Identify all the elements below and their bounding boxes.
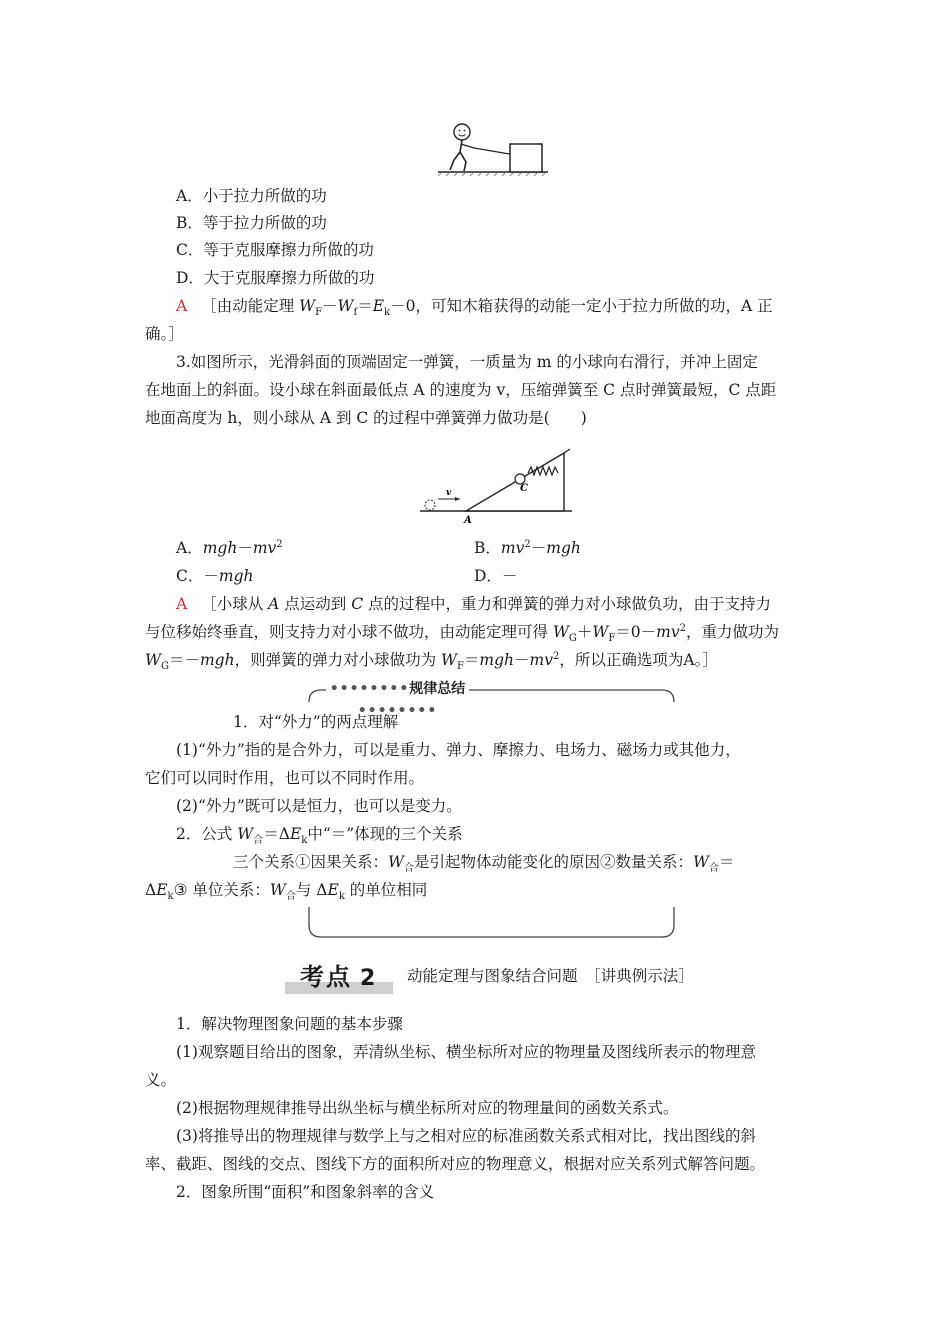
option-c: C．等于克服摩擦力所做的功 — [176, 241, 374, 259]
label-c: C — [520, 483, 528, 494]
q3-option-a: A．$mgh-mv^2$ — [176, 538, 283, 557]
q3-stem-line2: 在地面上的斜面。设小球在斜面最低点 A 的速度为 v，压缩弹簧至 C 点时弹簧最短，C 点距 — [145, 381, 777, 399]
q3-answer-line3: $W_G=-mgh$，则弹簧的弹力对小球做功为 $W_F=mgh-mv^2$，所以正确选项为A。］ — [145, 650, 718, 673]
label-v: v — [446, 488, 452, 498]
incline-spring-figure — [416, 445, 576, 530]
summary-point1-c: (2)“外力”既可以是恒力，也可以是变力。 — [176, 797, 462, 815]
summary-point2-title: 2．公式 $W_合=\Delta E_k$中“＝”体现的三个关系 — [176, 825, 463, 847]
answer-letter: A — [176, 595, 188, 613]
q3-option-c: C．－mgh — [176, 567, 254, 585]
kaodian-description: 动能定理与图象结合问题 ［讲典例示法］ — [407, 967, 694, 985]
section2-line2: (1)观察题目给出的图象，弄清纵坐标、横坐标所对应的物理量及图线所表示的物理意 — [176, 1043, 756, 1061]
pulling-box-figure — [434, 118, 552, 178]
section2-line5: (3)将推导出的物理规律与数学上与之相对应的标准函数关系式相对比，找出图线的斜 — [176, 1127, 756, 1145]
summary-relations-line1: 三个关系①因果关系：$W_合$是引起物体动能变化的原因②数量关系：$W_合=$ — [233, 853, 735, 875]
q2-answer-line1: A ［由动能定理 $W_F-W_f=E_k-0$，可知木箱获得的动能一定小于拉力所做的功，A 正 — [176, 297, 773, 319]
summary-title: ••••••••规律总结•••••••• — [326, 678, 469, 700]
section2-line6: 率、截距、图线的交点、图线下方的面积所对应的物理意义，根据对应关系列式解答问题。 — [145, 1155, 766, 1173]
summary-point1-a: (1)“外力”指的是合外力，可以是重力、弹力、摩擦力、电场力、磁场力或其他力， — [176, 741, 741, 759]
answer-letter: A — [176, 297, 188, 315]
option-b: B．等于拉力所做的功 — [176, 214, 327, 232]
summary-relations-line2: $\Delta E_k③$ 单位关系：$W_合$与 $\Delta E_k$ 的单位相同 — [145, 881, 428, 903]
q3-option-d: D．－ — [474, 567, 518, 585]
q3-option-b: B．$mv^2-mgh$ — [474, 538, 581, 557]
q3-answer-line1: A ［小球从 A 点运动到 C 点的过程中，重力和弹簧的弹力对小球做负功，由于支持力 — [176, 595, 772, 613]
section2-line7: 2．图象所围“面积”和图象斜率的含义 — [176, 1183, 435, 1201]
section2-line4: (2)根据物理规律推导出纵坐标与横坐标所对应的物理量间的函数关系式。 — [176, 1099, 679, 1117]
section2-line3: 义。 — [145, 1071, 177, 1089]
summary-point1-title: 1．对“外力”的两点理解 — [233, 713, 399, 731]
q3-stem-line3: 地面高度为 h，则小球从 A 到 C 的过程中弹簧弹力做功是( ) — [145, 409, 587, 427]
section2-line1: 1．解决物理图象问题的基本步骤 — [176, 1015, 403, 1033]
option-a: A．小于拉力所做的功 — [176, 187, 327, 205]
label-a: A — [464, 515, 472, 526]
kaodian-label: 考点 2 — [300, 963, 378, 991]
q3-stem-line1: 3.如图所示，光滑斜面的顶端固定一弹簧，一质量为 m 的小球向右滑行，并冲上固定 — [176, 353, 758, 371]
summary-point1-b: 它们可以同时作用，也可以不同时作用。 — [145, 769, 425, 787]
q3-answer-line2: 与位移始终垂直，则支持力对小球不做功，由动能定理可得 $W_G+W_F=0-mv^2$，重力做功为 — [145, 622, 780, 645]
q2-answer-line2: 确。］ — [145, 325, 184, 343]
option-d: D．大于克服摩擦力所做的功 — [176, 269, 375, 287]
